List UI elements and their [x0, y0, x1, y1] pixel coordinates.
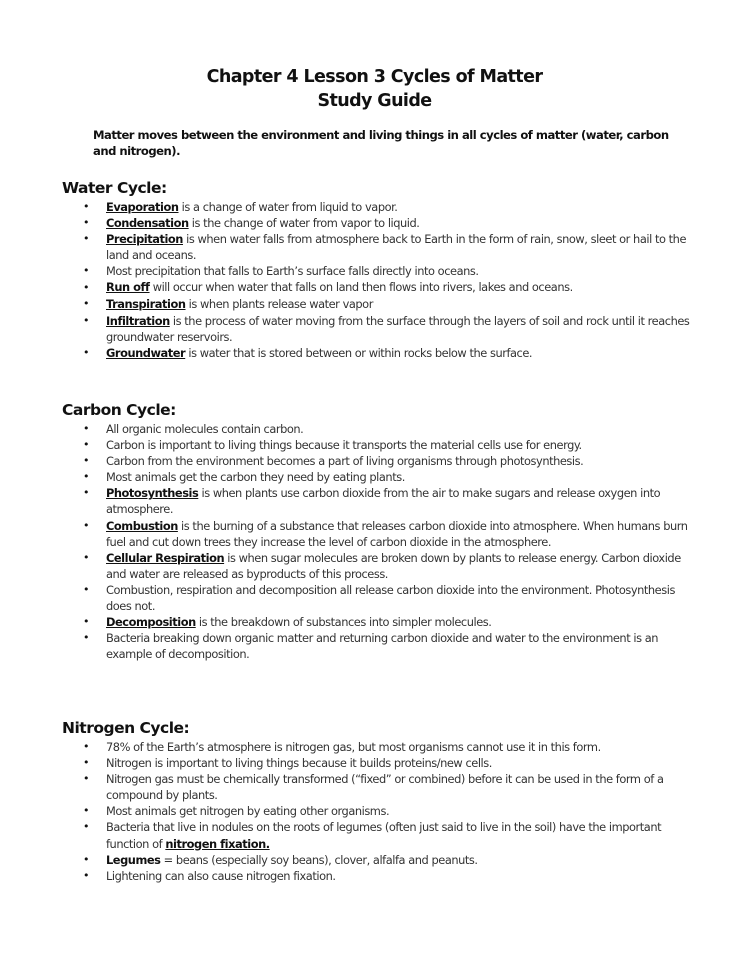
list-item: • Carbon is important to living things because it transports the material cells use for energy.	[80, 437, 690, 453]
carbon-cycle-list	[80, 421, 690, 662]
list-item: • Infiltration is the process of water moving from the surface through the layers of soil and rock until it reaches groundwater reservoirs.	[80, 313, 690, 345]
nitrogen-cycle-heading: Nitrogen Cycle:	[62, 719, 190, 737]
list-item: • Run off will occur when water that falls on land then flows into rivers, lakes and oceans.	[80, 279, 690, 296]
term-groundwater: Groundwater	[106, 345, 186, 360]
list-item: • Lightening can also cause nitrogen fixation.	[80, 868, 690, 884]
term-combustion: Combustion	[106, 518, 178, 533]
list-item: • Combustion, respiration and decomposition all release carbon dioxide into the environment. Photosynthesis does not.	[80, 582, 690, 614]
list-item: • All organic molecules contain carbon.	[80, 421, 690, 437]
term-precipitation: Precipitation	[106, 232, 183, 247]
list-item: • Groundwater is water that is stored between or within rocks below the surface.	[80, 345, 690, 361]
list-item: • Bacteria breaking down organic matter and returning carbon dioxide and water to the environment is an example of decomposition.	[80, 630, 690, 662]
term-transpiration: Transpiration	[106, 297, 186, 312]
list-item: • Cellular Respiration is when sugar molecules are broken down by plants to release energy. Carbon dioxide and water are released as byproducts of this process.	[80, 550, 690, 582]
term-run-off: Run off	[106, 280, 150, 295]
list-item: • Legumes = beans (especially soy beans), clover, alfalfa and peanuts.	[80, 852, 690, 868]
term-condensation: Condensation	[106, 216, 189, 231]
term-nitrogen-fixation: nitrogen fixation.	[165, 836, 270, 851]
list-item: • 78% of the Earth’s atmosphere is nitrogen gas, but most organisms cannot use it in this form.	[80, 739, 690, 755]
nitrogen-cycle-list	[80, 739, 690, 884]
term-evaporation: Evaporation	[106, 200, 179, 214]
list-item: • Condensation is the change of water from vapor to liquid.	[80, 215, 690, 231]
term-photosynthesis: Photosynthesis	[106, 486, 199, 501]
list-item: • Most precipitation that falls to Earth’s surface falls directly into oceans.	[80, 263, 690, 279]
water-cycle-heading: Water Cycle:	[62, 179, 167, 197]
list-item: • Transpiration is when plants release water vapor	[80, 296, 690, 312]
list-item: • Most animals get the carbon they need by eating plants.	[80, 469, 690, 485]
list-item: • Evaporation is a change of water from liquid to vapor.	[80, 199, 690, 215]
list-item: • Photosynthesis is when plants use carbon dioxide from the air to make sugars and release oxygen into atmosphere.	[80, 485, 690, 517]
document-title: Chapter 4 Lesson 3 Cycles of Matter	[206, 67, 543, 87]
term-decomposition: Decomposition	[106, 615, 196, 630]
term-cellular-respiration: Cellular Respiration	[106, 550, 225, 565]
list-item: • Precipitation is when water falls from atmosphere back to Earth in the form of rain, snow, sleet or hail to the land and oceans.	[80, 231, 690, 263]
list-item: • Carbon from the environment becomes a part of living organisms through photosynthesis.	[80, 453, 690, 469]
list-item: • Combustion is the burning of a substance that releases carbon dioxide into atmosphere. When humans burn fuel and cut down trees they increase the level of carbon dioxide in the atmosphere.	[80, 518, 690, 550]
term-infiltration: Infiltration	[106, 313, 170, 328]
term-legumes: Legumes	[106, 852, 161, 867]
document-subtitle: Study Guide	[317, 91, 432, 111]
list-item: • Bacteria that live in nodules on the roots of legumes (often just said to live in the soil) have the important function of nitrogen fixation.	[80, 819, 690, 851]
intro-paragraph: Matter moves between the environment and living things in all cycles of matter (water, carbon and nitrogen).	[93, 128, 669, 158]
list-item: • Nitrogen is important to living things because it builds proteins/new cells.	[80, 755, 690, 771]
list-item: • Nitrogen gas must be chemically transformed (“fixed” or combined) before it can be used in the form of a compound by plants.	[80, 771, 690, 803]
list-item: • Most animals get nitrogen by eating other organisms.	[80, 803, 690, 819]
carbon-cycle-heading: Carbon Cycle:	[62, 401, 176, 419]
list-item: • Decomposition is the breakdown of substances into simpler molecules.	[80, 614, 690, 630]
water-cycle-list	[80, 199, 690, 361]
